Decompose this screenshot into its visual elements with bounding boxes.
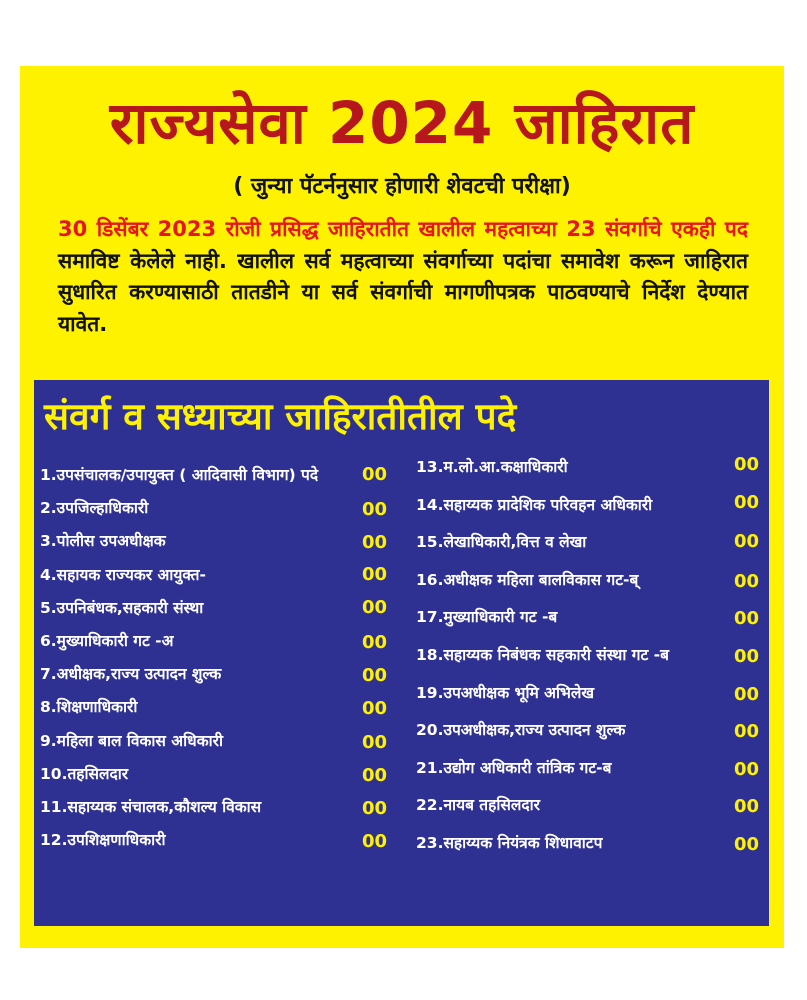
cadre-post-count: 00	[734, 834, 760, 855]
cadre-post-count: 00	[734, 570, 760, 592]
cadre-label: 11.सहाय्यक संचालक,कौशल्य विकास	[40, 798, 262, 816]
cadre-post-count: 00	[734, 454, 760, 475]
cadre-label: 5.उपनिबंधक,सहकारी संस्था	[40, 598, 204, 617]
cadre-label: 12.उपशिक्षणाधिकारी	[40, 831, 166, 850]
cadre-label: 16.अधीक्षक महिला बालविकास गट-ब्	[416, 570, 639, 589]
notice-highlight-date: 30 डिसेंबर 2023 रोजी प्रसिद्ध जाहिरातीत खालील महत्वाच्या 23 संवर्गाचे	[58, 217, 662, 241]
cadre-post-count: 00	[362, 764, 388, 786]
cadre-post-count: 00	[734, 758, 760, 780]
cadre-label: 19.उपअधीक्षक भूमि अभिलेख	[416, 683, 595, 702]
cadre-post-count: 00	[362, 632, 388, 653]
cadre-post-count: 00	[362, 831, 388, 853]
notice-highlight-no-post: एकही पद	[671, 217, 748, 241]
cadre-post-count: 00	[734, 683, 760, 705]
cadre-label: 10.तहसिलदार	[40, 764, 129, 783]
cadre-post-count: 00	[734, 721, 760, 743]
cadre-post-count: 00	[362, 499, 388, 521]
cadre-label: 23.सहाय्यक नियंत्रक शिधावाटप	[416, 834, 603, 852]
cadre-label: 2.उपजिल्हाधिकारी	[40, 499, 149, 518]
cadre-post-count: 00	[362, 596, 388, 618]
cadre-label: 4.सहायक राज्यकर आयुक्त-	[40, 565, 206, 584]
cadre-label: 8.शिक्षणाधिकारी	[40, 698, 138, 717]
cadre-post-count: 00	[734, 608, 760, 630]
cadre-label: 9.महिला बाल विकास अधिकारी	[40, 731, 223, 750]
cadre-label: 20.उपअधीक्षक,राज्य उत्पादन शुल्क	[416, 721, 626, 740]
poster-title: राज्यसेवा 2024 जाहिरात	[109, 89, 695, 157]
cadre-label: 17.मुख्याधिकारी गट -ब	[416, 608, 558, 627]
cadre-post-count: 00	[362, 665, 388, 687]
poster	[20, 66, 784, 948]
cadre-post-count: 00	[734, 646, 760, 667]
cadre-label: 18.सहाय्यक निबंधक सहकारी संस्था गट -ब	[416, 646, 669, 664]
notice-body: समाविष्ट केलेले नाही. खालील सर्व महत्वाच्या संवर्गाच्या पदांचा समावेश करून जाहिरात सुधारित करण्यासाठी तातडीने या सर्व संवर्गाची मागणीपत्रक पाठवण्याचे निर्देश देण्यात यावेत.	[58, 248, 748, 336]
cadre-label: 7.अधीक्षक,राज्य उत्पादन शुल्क	[40, 665, 222, 684]
cadre-post-count: 00	[362, 464, 388, 485]
cadre-post-count: 00	[362, 532, 388, 554]
cadre-post-count: 00	[362, 798, 388, 819]
cadre-post-count: 00	[362, 563, 388, 585]
cadre-post-count: 00	[734, 531, 760, 553]
cadre-label: 6.मुख्याधिकारी गट -अ	[40, 632, 174, 650]
cadre-post-count: 00	[734, 491, 760, 513]
poster-subtitle: ( जुन्या पॅटर्ननुसार होणारी शेवटची परीक्षा)	[233, 174, 571, 199]
cadre-post-count: 00	[362, 698, 388, 720]
cadre-label: 1.उपसंचालक/उपायुक्त ( आदिवासी विभाग) पदे	[40, 466, 319, 484]
cadre-label: 15.लेखाधिकारी,वित्त व लेखा	[416, 533, 587, 552]
cadre-label: 3.पोलीस उपअधीक्षक	[40, 532, 166, 551]
cadre-label: 22.नायब तहसिलदार	[416, 796, 540, 815]
cadre-post-count: 00	[734, 796, 760, 818]
cadre-panel	[34, 380, 769, 926]
notice-paragraph	[58, 214, 748, 340]
panel-heading: संवर्ग व सध्याच्या जाहिरातीतील पदे	[44, 395, 517, 438]
cadre-label: 14.सहाय्यक प्रादेशिक परिवहन अधिकारी	[416, 495, 653, 514]
cadre-label: 13.म.लो.आ.कक्षाधिकारी	[416, 458, 568, 476]
cadre-post-count: 00	[362, 731, 388, 753]
cadre-label: 21.उद्योग अधिकारी तांत्रिक गट-ब	[416, 758, 612, 777]
